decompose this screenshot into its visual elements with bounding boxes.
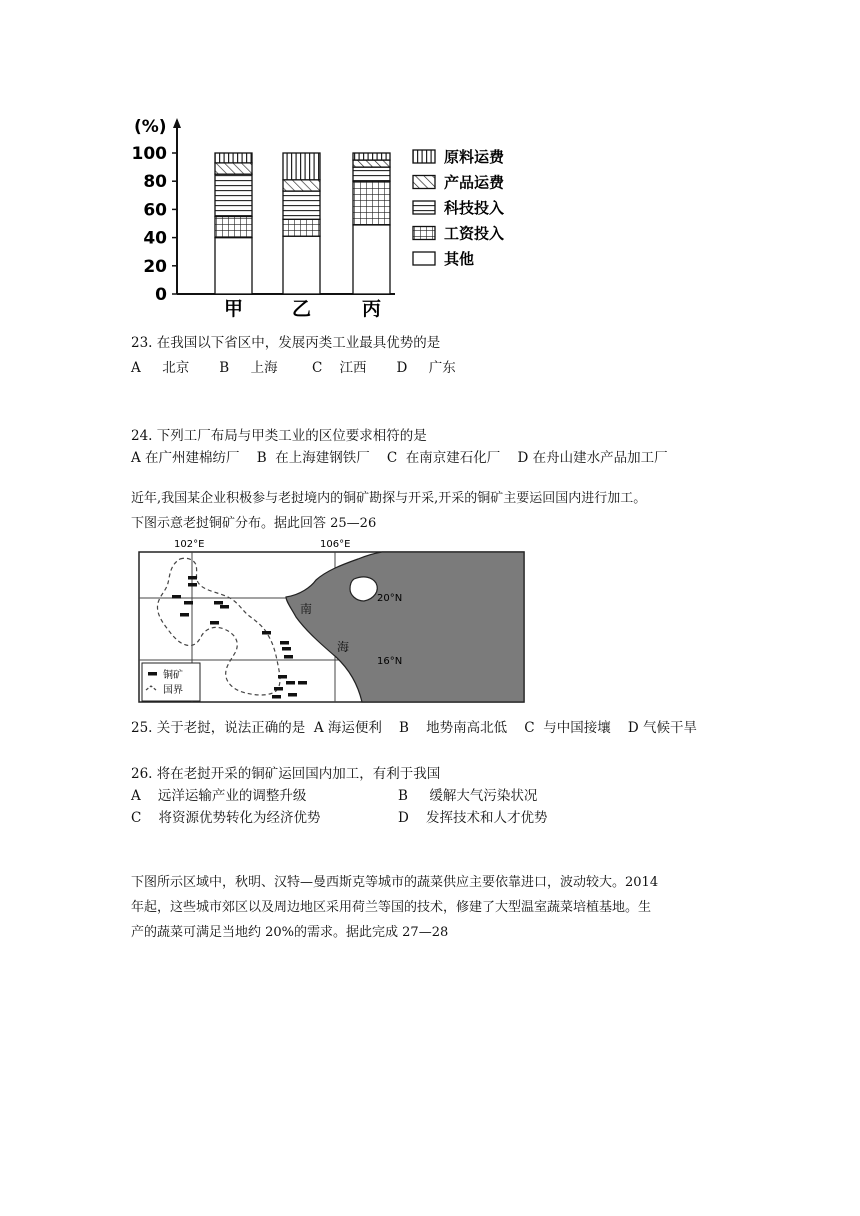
y-tick-label: 20: [143, 256, 167, 277]
legend-label: 工资投入: [444, 224, 505, 243]
question-26-option-a: A 远洋运输产业的调整升级: [131, 788, 307, 804]
latitude-20: 20°N: [377, 593, 403, 604]
y-tick-label: 60: [143, 200, 167, 221]
copper-mine-marker: [262, 631, 271, 635]
passage-vegetables: [131, 870, 658, 945]
copper-mine-marker: [284, 655, 293, 659]
copper-mine-marker: [180, 613, 189, 617]
bar-segment-乙-产品运费: [283, 180, 320, 191]
legend-copper-mine: 铜矿: [163, 670, 183, 681]
copper-mine-marker: [210, 621, 219, 625]
bar-segment-丙-工资投入: [353, 181, 390, 225]
legend-swatch-原料运费: [413, 150, 435, 163]
passage-laos-line1: 近年,我国某企业积极参与老挝境内的铜矿勘探与开采,开采的铜矿主要运回国内进行加工。: [131, 491, 647, 506]
bar-segment-甲-产品运费: [215, 163, 252, 174]
bar-segment-乙-工资投入: [283, 219, 320, 236]
question-24-stem: 24. 下列工厂布局与甲类工业的区位要求相符的是: [131, 428, 427, 444]
question-26-stem: 26. 将在老挝开采的铜矿运回国内加工，有利于我国: [131, 766, 441, 782]
passage-vegetables-line3: 产的蔬菜可满足当地约 20%的需求。据此完成 27—28: [131, 925, 449, 940]
copper-mine-marker: [188, 583, 197, 587]
copper-mine-marker: [278, 675, 287, 679]
y-tick-label: 100: [131, 144, 167, 164]
laos-copper-map: [136, 535, 530, 707]
question-26-option-c: C 将资源优势转化为经济优势: [131, 810, 321, 826]
longitude-106: 106°E: [320, 539, 351, 550]
copper-mine-marker: [298, 681, 307, 685]
bar-segment-丙-科技投入: [353, 167, 390, 181]
copper-mine-marker: [282, 647, 291, 651]
legend-label: 科技投入: [444, 199, 505, 217]
copper-mine-marker: [214, 601, 223, 605]
x-tick-label: 乙: [291, 298, 312, 320]
question-25: 25. 关于老挝，说法正确的是 A 海运便利 B 地势南高北低 C 与中国接壤 D 气候干旱: [131, 720, 697, 736]
bar-segment-甲-其他: [215, 238, 252, 294]
y-axis-label: (%): [134, 117, 167, 137]
stacked-bar-chart: [120, 110, 560, 322]
x-tick-label: 丙: [361, 298, 382, 320]
bar-segment-乙-科技投入: [283, 191, 320, 219]
passage-vegetables-line1: 下图所示区域中，秋明、汉特—曼西斯克等城市的蔬菜供应主要依靠进口，波动较大。2014: [131, 875, 659, 890]
legend-border: 国界: [163, 685, 183, 696]
bar-segment-丙-原料运费: [353, 153, 390, 160]
copper-mine-marker: [288, 693, 297, 697]
legend-label: 产品运费: [444, 173, 505, 192]
copper-mine-marker: [286, 681, 295, 685]
bar-segment-甲-工资投入: [215, 216, 252, 237]
legend-label: 原料运费: [444, 148, 505, 166]
copper-mine-marker: [188, 576, 197, 580]
copper-mine-marker: [280, 641, 289, 645]
copper-mine-marker: [184, 601, 193, 605]
bar-segment-丙-其他: [353, 225, 390, 294]
y-tick-label: 40: [143, 228, 167, 249]
y-tick-label: 0: [155, 285, 167, 305]
passage-laos: [131, 486, 646, 536]
x-tick-label: 甲: [223, 298, 244, 320]
question-23-stem: 23. 在我国以下省区中，发展丙类工业最具优势的是: [131, 335, 441, 351]
sea-label-2: 海: [337, 640, 350, 654]
question-26-option-b: B 缓解大气污染状况: [398, 788, 538, 804]
bar-segment-甲-原料运费: [215, 153, 252, 163]
bar-segment-乙-原料运费: [283, 153, 320, 180]
y-tick-label: 80: [143, 172, 167, 193]
copper-mine-marker: [220, 605, 229, 609]
map-legend: [142, 663, 200, 701]
question-24-options: A 在广州建棉纺厂 B 在上海建钢铁厂 C 在南京建石化厂 D 在舟山建水产品加工厂: [131, 450, 668, 466]
passage-laos-line2: 下图示意老挝铜矿分布。据此回答 25—26: [131, 516, 377, 531]
sea-label-1: 南: [300, 602, 313, 616]
bar-segment-甲-科技投入: [215, 174, 252, 216]
copper-mine-legend-icon: [148, 672, 157, 676]
legend-swatch-其他: [413, 252, 435, 265]
legend-swatch-产品运费: [413, 176, 435, 189]
legend-swatch-科技投入: [413, 201, 435, 214]
legend-swatch-工资投入: [413, 227, 435, 240]
passage-vegetables-line2: 年起，这些城市郊区以及周边地区采用荷兰等国的技术，修建了大型温室蔬菜培植基地。生: [131, 900, 652, 915]
bar-segment-丙-产品运费: [353, 160, 390, 167]
question-26-option-d: D 发挥技术和人才优势: [398, 810, 548, 826]
bar-segment-乙-其他: [283, 236, 320, 294]
legend-label: 其他: [444, 250, 475, 268]
longitude-102: 102°E: [174, 539, 205, 550]
copper-mine-marker: [274, 687, 283, 691]
question-23-options: A 北京 B 上海 C 江西 D 广东: [131, 360, 456, 376]
copper-mine-marker: [272, 695, 281, 699]
latitude-16: 16°N: [377, 656, 403, 667]
copper-mine-marker: [172, 595, 181, 599]
